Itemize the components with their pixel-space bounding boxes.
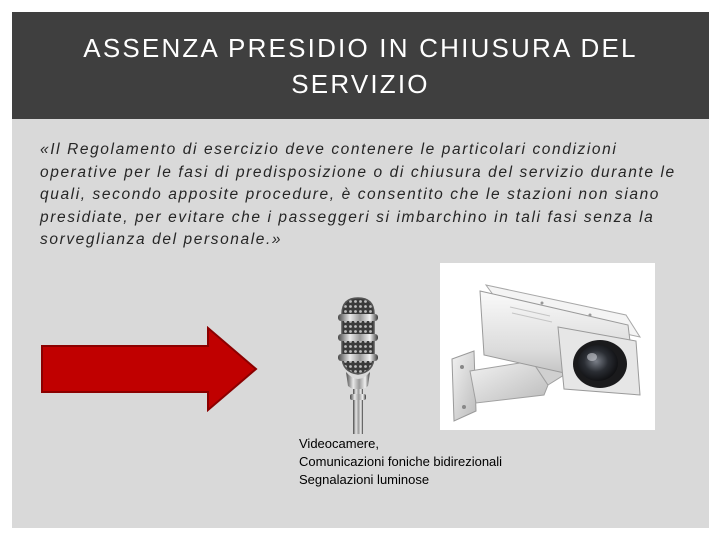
microphone-icon [328,294,388,434]
regulation-quote: «Il Regolamento di esercizio deve contenere le particolari condizioni operative per le fasi di predisposizione o di chiusura del servizio durante le quali, secondo apposite procedure, è consentito che le stazioni non siano presidiate, per evitare che i passeggeri si imbarchino in tali fasi senza la sorveglianza del personale.» [40,141,676,248]
page-title [12,31,709,101]
security-camera-icon [440,263,655,430]
title-bar [12,12,709,119]
caption-line-intercom: Comunicazioni foniche bidirezionali [299,454,503,469]
right-arrow-icon [40,326,260,412]
page-title-text: ASSENZA PRESIDIO IN CHIUSURA DEL SERVIZIO [83,33,638,99]
caption-line-lights: Segnalazioni luminose [299,472,430,487]
caption-line-cameras: Videocamere, [299,436,379,451]
equipment-caption [299,435,502,489]
camera-image-panel [440,263,655,430]
